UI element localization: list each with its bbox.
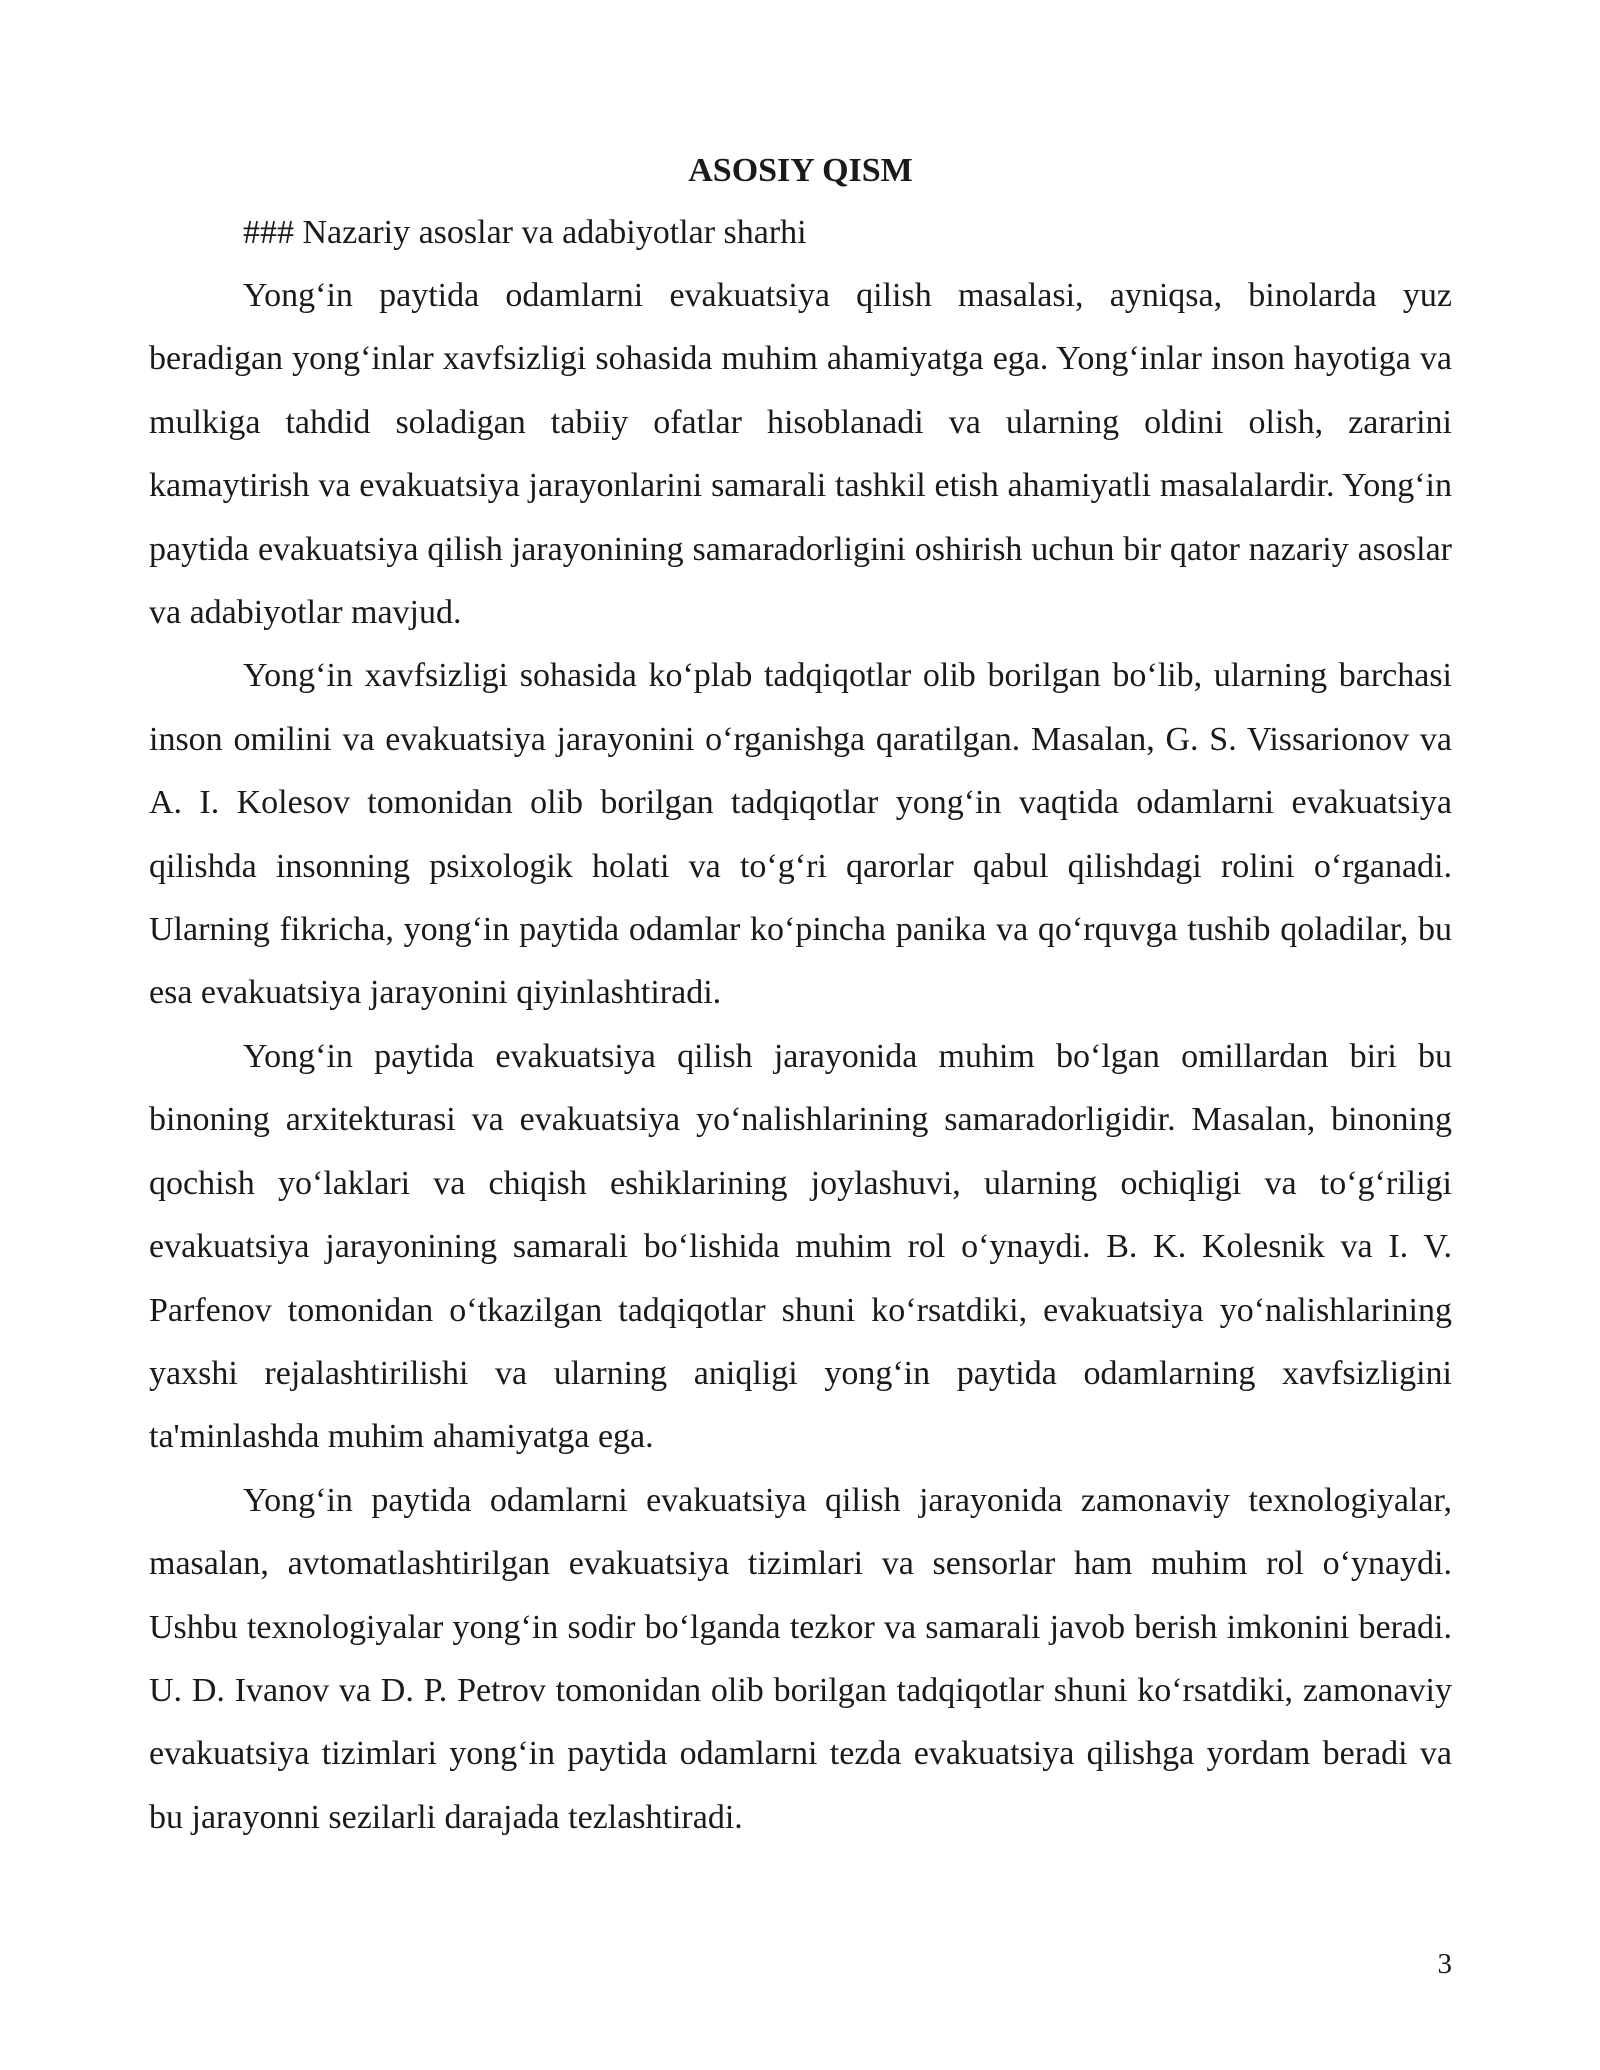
page-content bbox=[149, 148, 1452, 1849]
page-number: 3 bbox=[1437, 1948, 1452, 1980]
paragraph-4: Yong‘in paytida odamlarni evakuatsiya qilish jarayonida zamonaviy texnologiyalar, masalan, avtomatlashtirilgan evakuatsiya tizimlari va sensorlar ham muhim rol o‘ynaydi. Ushbu texnologiyalar yong‘in sodir bo‘lganda tezkor va samarali javob berish imkonini beradi. U. D. Ivanov va D. P. Petrov tomonidan olib borilgan tadqiqotlar shuni ko‘rsatdiki, zamonaviy evakuatsiya tizimlari yong‘in paytida odamlarni tezda evakuatsiya qilishga yordam beradi va bu jarayonni sezilarli darajada tezlashtiradi. bbox=[149, 1481, 1452, 1836]
paragraph-2: Yong‘in xavfsizligi sohasida ko‘plab tadqiqotlar olib borilgan bo‘lib, ularning barchasi inson omilini va evakuatsiya jarayonini o‘rganishga qaratilgan. Masalan, G. S. Vissarionov va A. I. Kolesov tomonidan olib borilgan tadqiqotlar yong‘in vaqtida odamlarni evakuatsiya qilishda insonning psixologik holati va to‘g‘ri qarorlar qabul qilishdagi rolini o‘rganadi. Ularning fikricha, yong‘in paytida odamlar ko‘pincha panika va qo‘rquvga tushib qoladilar, bu esa evakuatsiya jarayonini qiyinlashtiradi. bbox=[149, 657, 1452, 1012]
section-title: ASOSIY QISM bbox=[688, 152, 913, 189]
section-subheading: ### Nazariy asoslar va adabiyotlar sharhi bbox=[243, 214, 807, 251]
paragraph-3: Yong‘in paytida evakuatsiya qilish jarayonida muhim bo‘lgan omillardan biri bu binoning arxitekturasi va evakuatsiya yo‘nalishlarining samaradorligidir. Masalan, binoning qochish yo‘laklari va chiqish eshiklarining joylashuvi, ularning ochiqligi va to‘g‘riligi evakuatsiya jarayonining samarali bo‘lishida muhim rol o‘ynaydi. B. K. Kolesnik va I. V. Parfenov tomonidan o‘tkazilgan tadqiqotlar shuni ko‘rsatdiki, evakuatsiya yo‘nalishlarining yaxshi rejalashtirilishi va ularning aniqligi yong‘in paytida odamlarning xavfsizligini ta'minlashda muhim ahamiyatga ega. bbox=[149, 1037, 1452, 1456]
paragraph-1: Yong‘in paytida odamlarni evakuatsiya qilish masalasi, ayniqsa, binolarda yuz beradigan yong‘inlar xavfsizligi sohasida muhim ahamiyatga ega. Yong‘inlar inson hayotiga va mulkiga tahdid soladigan tabiiy ofatlar hisoblanadi va ularning oldini olish, zararini kamaytirish va evakuatsiya jarayonlarini samarali tashkil etish ahamiyatli masalalardir. Yong‘in paytida evakuatsiya qilish jarayonining samaradorligini oshirish uchun bir qator nazariy asoslar va adabiyotlar mavjud. bbox=[149, 277, 1452, 632]
